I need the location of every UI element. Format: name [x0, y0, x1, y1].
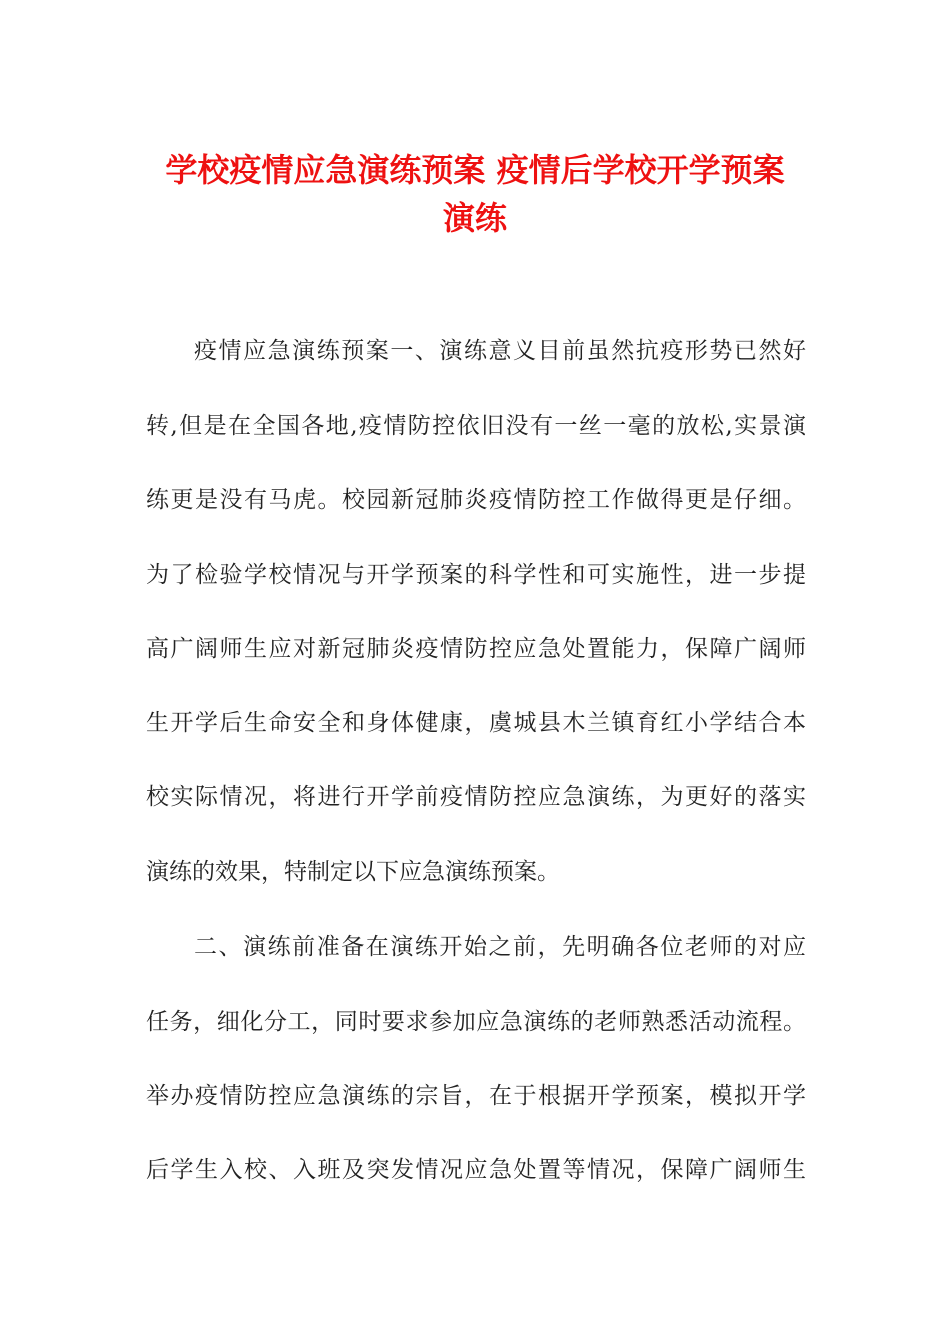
paragraph-1-line-1: 疫情应急演练预案一、演练意义目前虽然抗疫形势已然好 — [194, 338, 806, 364]
paragraph-1-line-3: 练更是没有马虎。校园新冠肺炎疫情防控工作做得更是仔细。 — [146, 487, 806, 513]
paragraph-2-line-2: 任务，细化分工，同时要求参加应急演练的老师熟悉活动流程。 — [146, 1009, 806, 1035]
paragraph-2-line-3: 举办疫情防控应急演练的宗旨，在于根据开学预案，模拟开学 — [146, 1083, 806, 1109]
paragraph-1-line-8: 演练的效果，特制定以下应急演练预案。 — [146, 859, 560, 885]
paragraph-2-line-1: 二、演练前准备在演练开始之前，先明确各位老师的对应 — [194, 934, 806, 960]
paragraph-1-line-2: 转,但是在全国各地,疫情防控依旧没有一丝一毫的放松,实景演 — [146, 413, 806, 439]
paragraph-1-line-6: 生开学后生命安全和身体健康，虞城县木兰镇育红小学结合本 — [146, 710, 806, 736]
paragraph-1-line-7: 校实际情况，将进行开学前疫情防控应急演练，为更好的落实 — [146, 784, 806, 810]
paragraph-2-line-4: 后学生入校、入班及突发情况应急处置等情况，保障广阔师生 — [146, 1157, 806, 1183]
paragraph-1-line-4: 为了检验学校情况与开学预案的科学性和可实施性，进一步提 — [146, 562, 806, 588]
document-title-line-1: 学校疫情应急演练预案 疫情后学校开学预案 — [165, 151, 785, 189]
document-title-line-2: 演练 — [442, 199, 507, 237]
paragraph-1-line-5: 高广阔师生应对新冠肺炎疫情防控应急处置能力，保障广阔师 — [146, 636, 806, 662]
